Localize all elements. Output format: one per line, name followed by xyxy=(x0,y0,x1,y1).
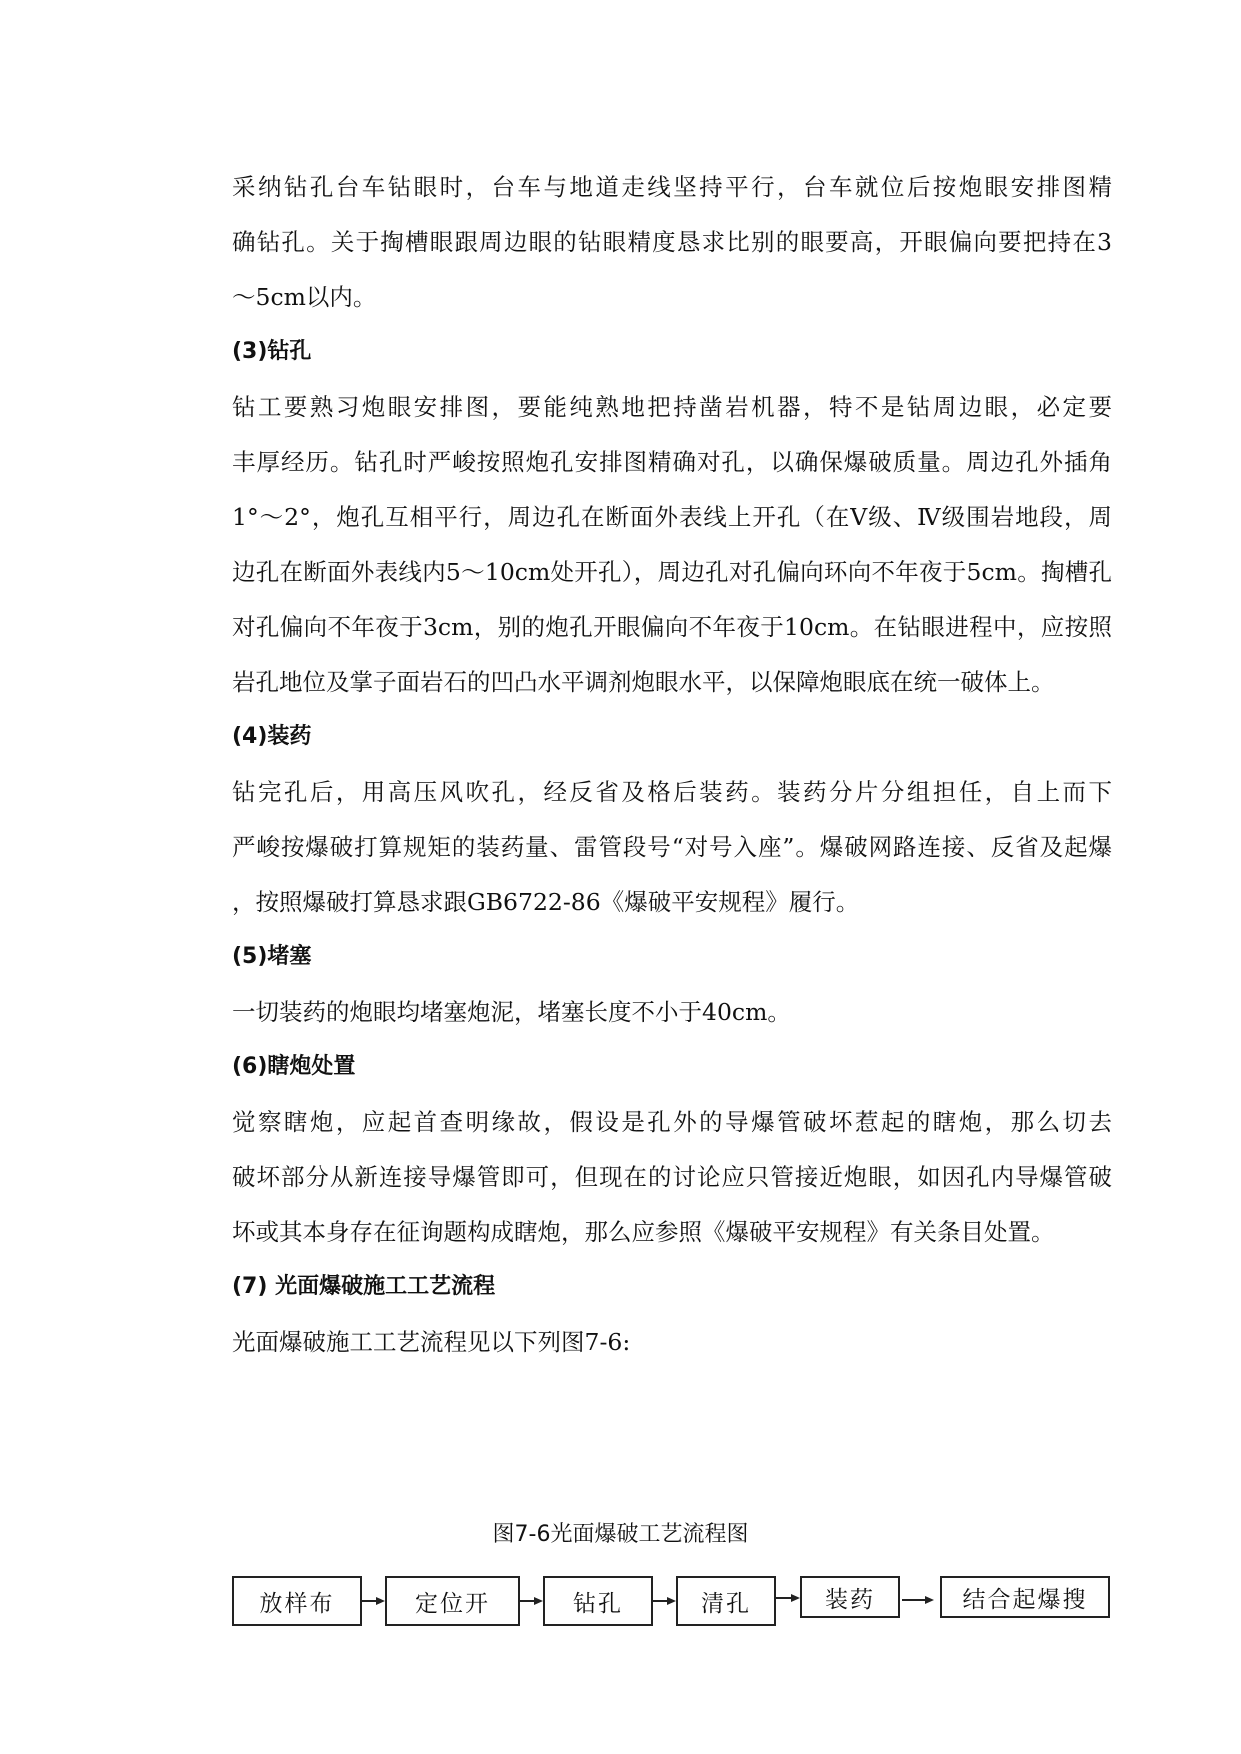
body-line-8: 边孔在断面外表线内5～10cm处开孔），周边孔对孔偏向环向不年夜于5cm。掏槽孔 xyxy=(232,558,1112,586)
flow-arrow-head-5 xyxy=(925,1596,934,1604)
body-line-13: 严峻按爆破打算规矩的装药量、雷管段号“对号入座”。爆破网路连接、反省及起爆 xyxy=(232,833,1112,861)
body-line-2: 确钻孔。关于掏槽眼跟周边眼的钻眼精度恳求比别的眼要高，开眼偏向要把持在3 xyxy=(232,228,1112,256)
flow-step-5: 装药 xyxy=(800,1576,900,1618)
body-line-14: ，按照爆破打算恳求跟GB6722-86《爆破平安规程》履行。 xyxy=(232,888,860,916)
body-line-20: 坏或其本身存在征询题构成瞎炮，那么应参照《爆破平安规程》有关条目处置。 xyxy=(232,1218,1055,1246)
body-line-19: 破坏部分从新连接导爆管即可，但现在的讨论应只管接近炮眼，如因孔内导爆管破 xyxy=(232,1163,1112,1191)
flow-step-1: 放样布 xyxy=(232,1576,362,1626)
flow-arrow-head-4 xyxy=(791,1594,800,1602)
flow-step-3: 钻孔 xyxy=(543,1576,653,1626)
body-line-3: ～5cm以内。 xyxy=(232,283,377,311)
section-heading-stemming: (5)堵塞 xyxy=(232,944,312,969)
flow-arrow-head-3 xyxy=(667,1597,676,1605)
section-heading-drilling: (3)钻孔 xyxy=(232,339,312,364)
body-line-7: 1°～2°，炮孔互相平行，周边孔在断面外表线上开孔（在Ⅴ级、Ⅳ级围岩地段，周 xyxy=(232,503,1112,531)
body-line-5: 钻工要熟习炮眼安排图，要能纯熟地把持凿岩机器，特不是钻周边眼，必定要 xyxy=(232,393,1112,421)
flow-step-2: 定位开 xyxy=(385,1576,520,1626)
body-line-6: 丰厚经历。钻孔时严峻按照炮孔安排图精确对孔，以确保爆破质量。周边孔外插角 xyxy=(232,448,1112,476)
section-heading-misfire: (6)瞎炮处置 xyxy=(232,1054,356,1079)
flow-step-4: 清孔 xyxy=(676,1576,776,1626)
body-line-10: 岩孔地位及掌子面岩石的凹凸水平调剂炮眼水平，以保障炮眼底在统一破体上。 xyxy=(232,668,1055,696)
body-line-9: 对孔偏向不年夜于3cm，别的炮孔开眼偏向不年夜于10cm。在钻眼进程中，应按照 xyxy=(232,613,1112,641)
section-heading-process: (7) 光面爆破施工工艺流程 xyxy=(232,1274,496,1299)
flow-arrow-head-1 xyxy=(376,1597,385,1605)
body-line-22: 光面爆破施工工艺流程见以下列图7-6: xyxy=(232,1328,631,1356)
section-heading-charging: (4)装药 xyxy=(232,724,312,749)
flow-step-6: 结合起爆搜 xyxy=(940,1576,1110,1618)
body-line-12: 钻完孔后，用高压风吹孔，经反省及格后装药。装药分片分组担任，自上而下 xyxy=(232,778,1112,806)
body-line-18: 觉察瞎炮，应起首查明缘故，假设是孔外的导爆管破坏惹起的瞎炮，那么切去 xyxy=(232,1108,1112,1136)
body-line-1: 采纳钻孔台车钻眼时，台车与地道走线坚持平行，台车就位后按炮眼安排图精 xyxy=(232,173,1112,201)
flow-arrow-head-2 xyxy=(534,1597,543,1605)
body-line-16: 一切装药的炮眼均堵塞炮泥，堵塞长度不小于40cm。 xyxy=(232,998,791,1026)
figure-caption: 图7-6光面爆破工艺流程图 xyxy=(492,1522,749,1547)
